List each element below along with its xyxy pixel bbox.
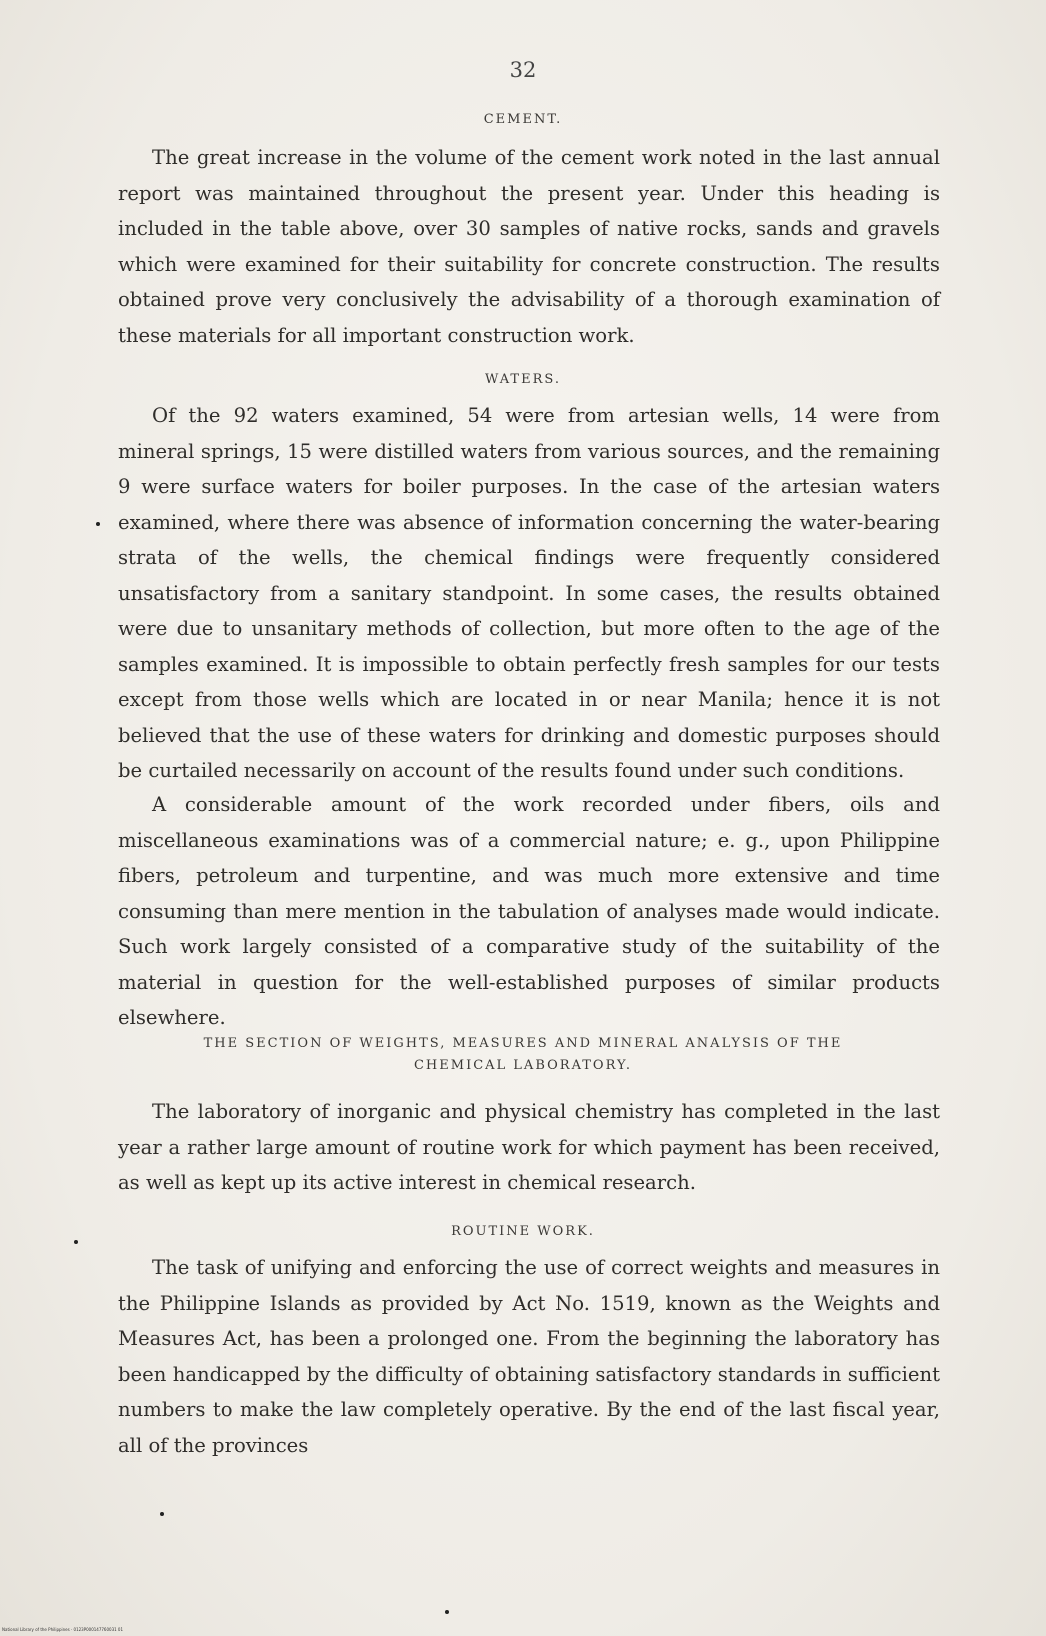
paragraph-routine-work: The task of unifying and enforcing the use of correct weights and measures in the Philippine Islands as provided by Act No. 1519, known as the Weights and Measures Act, has been a prolonged one. From the beginning the laboratory has been handicapped by the difficulty of obtaining satisfactory standards in sufficient numbers to make the law completely operative. By the end of the last fiscal year, all of the provinces bbox=[118, 1256, 940, 1457]
heading-section-weights-line1: THE SECTION OF WEIGHTS, MEASURES AND MINERAL ANALYSIS OF THE bbox=[203, 1036, 843, 1051]
ink-speck bbox=[96, 522, 100, 526]
paragraph-commercial-work: A considerable amount of the work recorded under fibers, oils and miscellaneous examinations was of a commercial nature; e. g., upon Philippine fibers, petroleum and turpentine, and was much more extensive and time consuming than mere mention in the tabulation of analyses made would indicate. Such work largely consisted of a comparative study of the suitability of the material in question for the well-established purposes of similar products elsewhere. bbox=[118, 793, 940, 1029]
heading-routine-work: ROUTINE WORK. bbox=[451, 1224, 595, 1239]
page-number: 32 bbox=[509, 58, 537, 82]
heading-section-weights-line2: CHEMICAL LABORATORY. bbox=[413, 1058, 632, 1073]
ink-speck bbox=[160, 1512, 164, 1516]
heading-waters: WATERS. bbox=[485, 372, 561, 387]
scan-footer-note: National Library of the Philippines · 0123P000147760031 01 bbox=[2, 1627, 124, 1632]
paragraph-waters: Of the 92 waters examined, 54 were from artesian wells, 14 were from mineral springs, 15 were distilled waters from various sources, and the remaining 9 were surface waters for boiler purposes. In the case of the artesian waters examined, where there was absence of information concerning the water-bearing strata of the wells, the chemical findings were frequently considered unsatisfactory from a sanitary standpoint. In some cases, the results obtained were due to unsanitary methods of collection, but more often to the age of the samples examined. It is impossible to obtain perfectly fresh samples for our tests except from those wells which are located in or near Manila; hence it is not believed that the use of these waters for drinking and domestic purposes should be curtailed necessarily on account of the results found under such conditions. bbox=[118, 404, 940, 782]
paragraph-laboratory: The laboratory of inorganic and physical chemistry has completed in the last year a rather large amount of routine work for which payment has been received, as well as kept up its active interest in chemical research. bbox=[118, 1100, 940, 1194]
paragraph-cement: The great increase in the volume of the cement work noted in the last annual report was maintained throughout the present year. Under this heading is included in the table above, over 30 samples of native rocks, sands and gravels which were examined for their suitability for concrete construction. The results obtained prove very conclusively the advisability of a thorough examination of these materials for all important construction work. bbox=[118, 146, 940, 347]
ink-speck bbox=[74, 1240, 78, 1244]
heading-cement: CEMENT. bbox=[483, 112, 563, 127]
ink-speck bbox=[445, 1610, 449, 1614]
